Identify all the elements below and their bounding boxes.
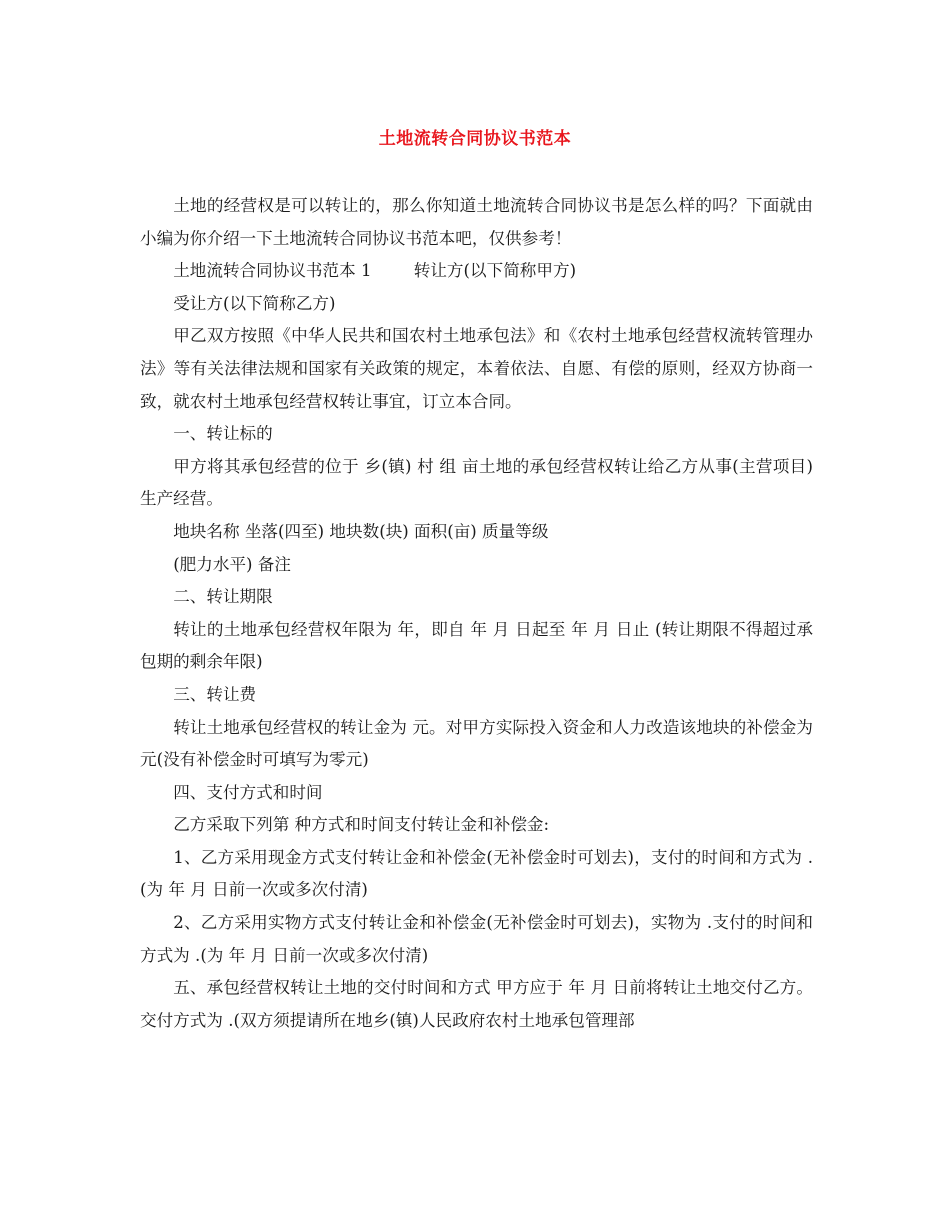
paragraph-plot-fields: 地块名称 坐落(四至) 地块数(块) 面积(亩) 质量等级	[173, 521, 549, 541]
paragraph-intro: 土地的经营权是可以转让的，那么你知道土地流转合同协议书是怎么样的吗？下面就由小编为你介绍一下土地流转合同协议书范本吧，仅供参考！	[140, 196, 813, 248]
section-heading-4: 四、支付方式和时间	[173, 782, 323, 802]
paragraph-payment-kind: 2、乙方采用实物方式支付转让金和补偿金(无补偿金时可划去)，实物为 .支付的时间和方式为 .(为 年 月 日前一次或多次付清)	[140, 913, 813, 965]
paragraph-template-heading: 土地流转合同协议书范本 1 转让方(以下简称甲方)	[173, 261, 577, 281]
paragraph-transferee: 受让方(以下简称乙方)	[173, 293, 336, 313]
paragraph-delivery: 五、承包经营权转让土地的交付时间和方式 甲方应于 年 月 日前将转让土地交付乙方。交付方式为 .(双方须提请所在地乡(镇)人民政府农村土地承包管理部	[140, 978, 813, 1030]
document-title: 土地流转合同协议书范本	[378, 129, 572, 149]
paragraph-payment-cash: 1、乙方采用现金方式支付转让金和补偿金(无补偿金时可划去)，支付的时间和方式为 .(为 年 月 日前一次或多次付清)	[140, 847, 813, 900]
paragraph-legal-basis: 甲乙双方按照《中华人民共和国农村土地承包法》和《农村土地承包经营权流转管理办法》等有关法律法规和国家有关政策的规定，本着依法、自愿、有偿的原则，经双方协商一致，就农村土地承包经营权转让事宜，订立本合同。	[140, 326, 813, 411]
paragraph-transfer-term: 转让的土地承包经营权年限为 年，即自 年 月 日起至 年 月 日止 (转让期限不得超过承包期的剩余年限)	[140, 619, 813, 672]
document-body	[140, 190, 819, 1037]
section-heading-3: 三、转让费	[173, 684, 257, 704]
paragraph-plot-fields-cont: (肥力水平) 备注	[173, 554, 291, 574]
paragraph-payment-choice: 乙方采取下列第 种方式和时间支付转让金和补偿金:	[173, 815, 550, 835]
paragraph-transfer-subject: 甲方将其承包经营的位于 乡(镇) 村 组 亩土地的承包经营权转让给乙方从事(主营项目)生产经营。	[140, 456, 813, 509]
section-heading-1: 一、转让标的	[173, 424, 273, 444]
section-heading-2: 二、转让期限	[173, 587, 273, 607]
paragraph-transfer-fee: 转让土地承包经营权的转让金为 元。对甲方实际投入资金和人力改造该地块的补偿金为 元(没有补偿金时可填写为零元)	[140, 717, 819, 770]
